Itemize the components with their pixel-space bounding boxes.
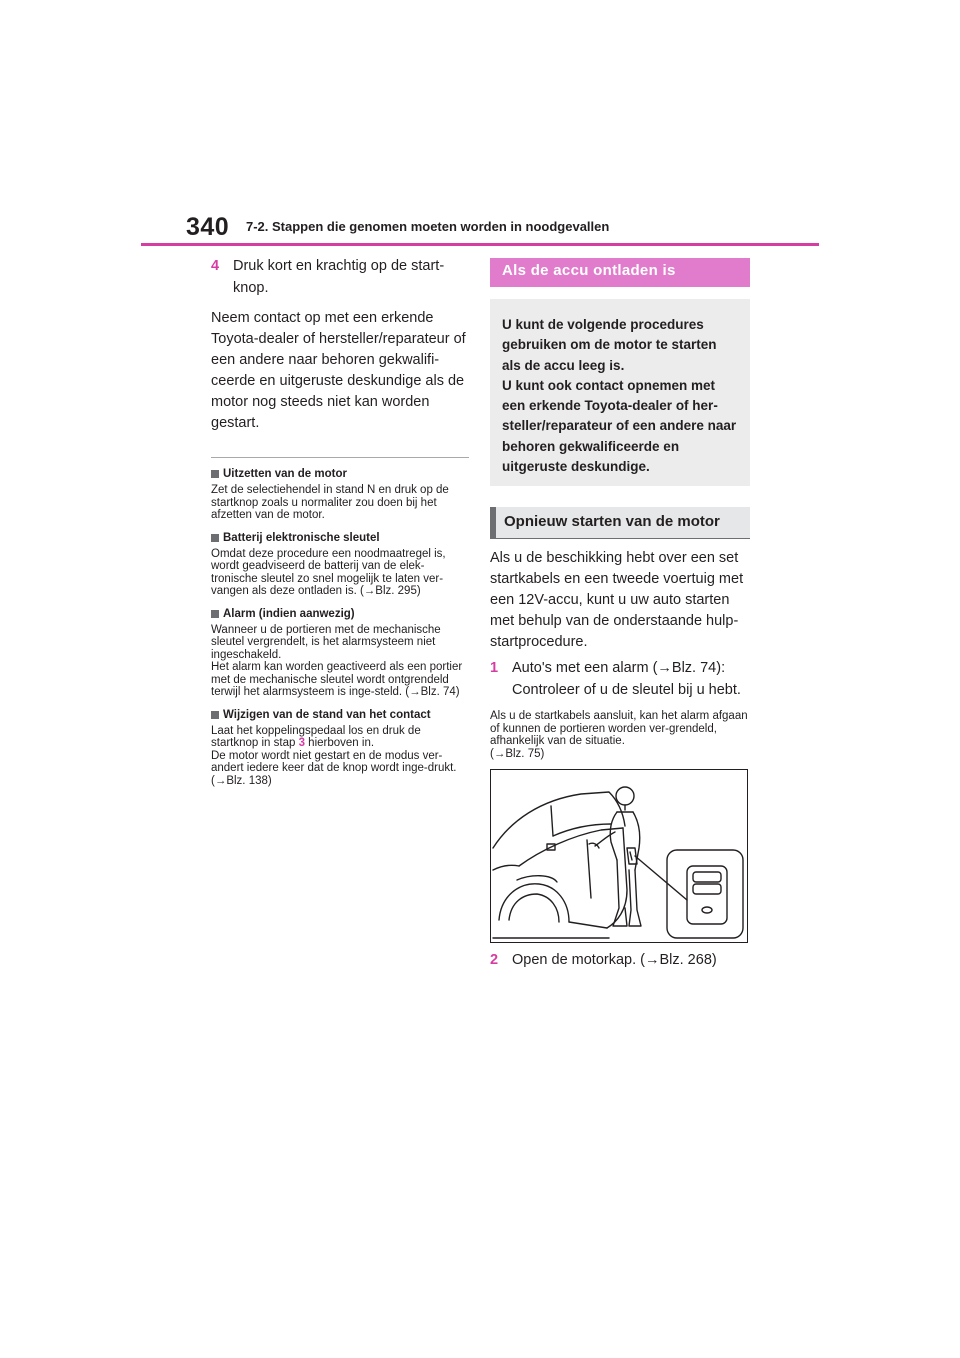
step-2	[490, 949, 750, 971]
step-text: Druk kort en krachtig op de start- knop.	[233, 258, 445, 296]
right-column	[490, 258, 750, 971]
section-heading: Opnieuw starten van de motor	[490, 507, 750, 539]
alarm-note: Als u de startkabels aansluit, kan het alarm afgaan of kunnen de portieren worden ver-grendeld, afhankelijk van de situatie. (→Blz. 75)	[490, 710, 748, 760]
step-4	[211, 255, 469, 299]
jump-start-paragraph: Als u de beschikking hebt over een set startkabels en een tweede voertuig met een 12V-accu, kunt u uw auto starten met behulp van de onderstaande hulp-startprocedure.	[490, 550, 744, 651]
square-bullet-icon	[211, 610, 219, 618]
square-bullet-icon	[211, 534, 219, 542]
note-title: Batterij elektronische sleutel	[211, 531, 469, 546]
step-1	[490, 657, 750, 701]
step-text: Open de motorkap. (→Blz. 268)	[512, 952, 717, 969]
note-title: Alarm (indien aanwezig)	[211, 607, 469, 622]
step-number: 4	[211, 258, 220, 274]
note-body: Zet de selectiehendel in stand N en druk op de startknop zoals u normaliter zou doen bij het afzetten van de motor.	[211, 484, 449, 521]
step-text: Auto's met een alarm (→Blz. 74): Controleer of u de sleutel bij u hebt.	[512, 660, 741, 699]
step-number: 1	[490, 660, 499, 677]
notes-divider	[211, 457, 469, 458]
key-illustration	[490, 769, 748, 943]
note-title: Uitzetten van de motor	[211, 467, 469, 482]
note-body: Wanneer u de portieren met de mechanische sleutel vergrendelt, is het alarmsysteem niet ingeschakeld. Het alarm kan worden geactiveerd als een portier met de mechanische sleutel wordt ontgrendeld terwijl het alarmsysteem is inge-steld. (→Blz. 74)	[211, 623, 463, 698]
square-bullet-icon	[211, 711, 219, 719]
section-title: 7-2. Stappen die genomen moeten worden in noodgevallen	[246, 219, 610, 234]
person-with-key-at-car-illustration	[491, 770, 747, 942]
section-banner: Als de accu ontladen is	[490, 258, 750, 287]
header-divider	[141, 243, 819, 246]
left-column	[211, 255, 469, 787]
note-title: Wijzigen van de stand van het contact	[211, 708, 469, 723]
step-reference: 3	[298, 737, 305, 749]
info-box: U kunt de volgende procedures gebruiken om de motor te starten als de accu leeg is. U kunt ook contact opnemen met een erkende Toyota-dealer of her-steller/reparateur of een andere naar behoren gekwalificeerde en uitgeruste deskundige.	[490, 299, 750, 486]
note-body: Laat het koppelingspedaal los en druk de startknop in stap 3 hierboven in. De motor wordt niet gestart en de modus ver-andert iedere keer dat de knop wordt inge-drukt. (→Blz. 138)	[211, 724, 457, 787]
contact-dealer-paragraph: Neem contact op met een erkende Toyota-dealer of hersteller/reparateur of een andere naar behoren gekwalifi-ceerde en uitgeruste deskundige als de motor nog steeds niet kan worden gestart.	[211, 310, 466, 431]
page-number: 340	[186, 213, 230, 241]
note-body: Omdat deze procedure een noodmaatregel is, wordt geadviseerd de batterij van de elek-tronische sleutel zo snel mogelijk te laten ver-vangen als deze ontladen is. (→Blz. 295)	[211, 547, 446, 597]
square-bullet-icon	[211, 470, 219, 478]
step-number: 2	[490, 952, 499, 969]
